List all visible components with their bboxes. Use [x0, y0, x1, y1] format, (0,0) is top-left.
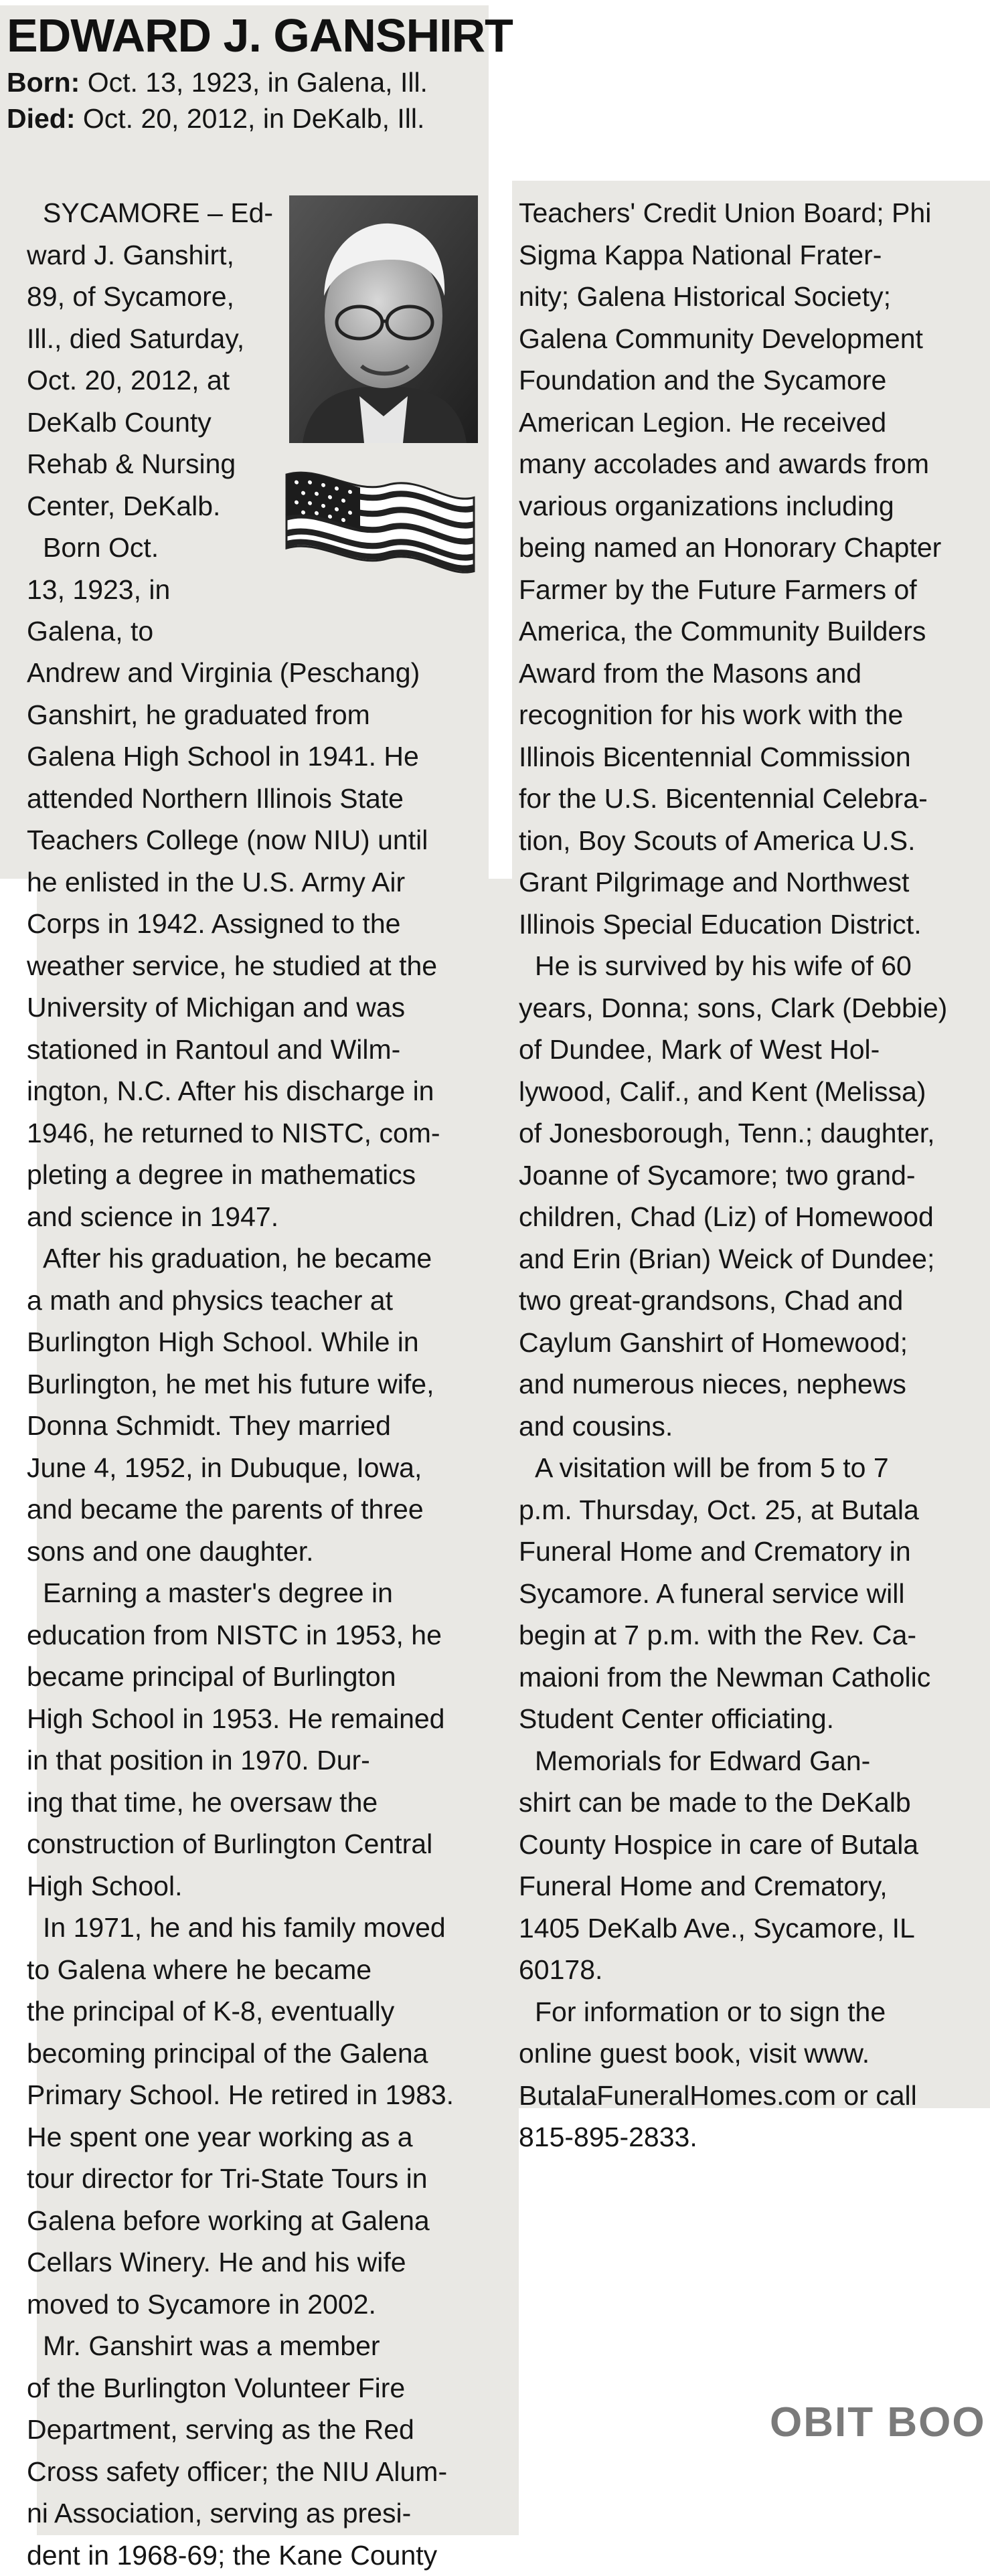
- text-line: Galena before working at Galena: [27, 2200, 454, 2242]
- text-line: ButalaFuneralHomes.com or call: [519, 2075, 947, 2117]
- text-line: ni Association, serving as presi-: [27, 2492, 454, 2535]
- text-line: In 1971, he and his family moved: [27, 1907, 454, 1949]
- text-line: and Erin (Brian) Weick of Dundee;: [519, 1238, 947, 1280]
- text-line: attended Northern Illinois State: [27, 778, 454, 820]
- text-line: 815-895-2833.: [519, 2116, 947, 2158]
- text-line: Rehab & Nursing: [27, 443, 273, 485]
- text-line: June 4, 1952, in Dubuque, Iowa,: [27, 1447, 454, 1489]
- text-line: 60178.: [519, 1949, 947, 1991]
- text-line: High School in 1953. He remained: [27, 1698, 454, 1740]
- text-line: After his graduation, he became: [27, 1237, 454, 1280]
- portrait-photo: [289, 195, 478, 443]
- text-line: University of Michigan and was: [27, 986, 454, 1029]
- text-line: SYCAMORE – Ed-: [27, 192, 273, 234]
- text-line: ing that time, he oversaw the: [27, 1782, 454, 1824]
- text-line: moved to Sycamore in 2002.: [27, 2284, 454, 2326]
- text-line: Mr. Ganshirt was a member: [27, 2325, 454, 2367]
- text-line: in that position in 1970. Dur-: [27, 1739, 454, 1782]
- text-line: Donna Schmidt. They married: [27, 1405, 454, 1447]
- text-line: Teachers' Credit Union Board; Phi: [519, 192, 947, 234]
- text-line: 1946, he returned to NISTC, com-: [27, 1112, 454, 1154]
- text-line: 89, of Sycamore,: [27, 276, 273, 318]
- text-line: Galena High School in 1941. He: [27, 736, 454, 778]
- text-line: High School.: [27, 1865, 454, 1907]
- text-line: begin at 7 p.m. with the Rev. Ca-: [519, 1614, 947, 1656]
- text-line: and became the parents of three: [27, 1488, 454, 1531]
- obituary-column-left: [27, 652, 454, 2576]
- american-flag-icon: [280, 467, 481, 588]
- text-line: pleting a degree in mathematics: [27, 1154, 454, 1196]
- text-line: Galena Community Development: [519, 318, 947, 360]
- died-label: Died:: [7, 103, 76, 134]
- text-line: a math and physics teacher at: [27, 1280, 454, 1322]
- died-line: [7, 100, 482, 137]
- portrait-image: [289, 195, 478, 443]
- text-line: Caylum Ganshirt of Homewood;: [519, 1322, 947, 1364]
- text-line: ward J. Ganshirt,: [27, 234, 273, 276]
- text-line: Cross safety officer; the NIU Alum-: [27, 2451, 454, 2493]
- text-line: Farmer by the Future Farmers of: [519, 569, 947, 611]
- text-line: Earning a master's degree in: [27, 1572, 454, 1614]
- text-line: American Legion. He received: [519, 402, 947, 444]
- text-line: Foundation and the Sycamore: [519, 359, 947, 402]
- text-line: He spent one year working as a: [27, 2116, 454, 2158]
- text-line: sons and one daughter.: [27, 1531, 454, 1573]
- text-line: he enlisted in the U.S. Army Air: [27, 861, 454, 904]
- text-line: ington, N.C. After his discharge in: [27, 1070, 454, 1112]
- decedent-name: EDWARD J. GANSHIRT: [7, 7, 482, 64]
- text-line: two great-grandsons, Chad and: [519, 1280, 947, 1322]
- obituary-column-left-narrow: [27, 192, 273, 653]
- text-line: Sycamore. A funeral service will: [519, 1573, 947, 1615]
- text-line: being named an Honorary Chapter: [519, 527, 947, 569]
- text-line: Ganshirt, he graduated from: [27, 694, 454, 736]
- text-line: the principal of K-8, eventually: [27, 1990, 454, 2033]
- text-line: Corps in 1942. Assigned to the: [27, 903, 454, 945]
- text-line: p.m. Thursday, Oct. 25, at Butala: [519, 1489, 947, 1531]
- text-line: Funeral Home and Crematory in: [519, 1531, 947, 1573]
- text-line: and science in 1947.: [27, 1196, 454, 1238]
- text-line: tour director for Tri-State Tours in: [27, 2158, 454, 2200]
- text-line: and numerous nieces, nephews: [519, 1363, 947, 1405]
- text-line: children, Chad (Liz) of Homewood: [519, 1196, 947, 1238]
- text-line: became principal of Burlington: [27, 1656, 454, 1698]
- text-line: for the U.S. Bicentennial Celebra-: [519, 778, 947, 820]
- text-line: dent in 1968-69; the Kane County: [27, 2535, 454, 2576]
- text-line: Award from the Masons and: [519, 653, 947, 695]
- died-value: Oct. 20, 2012, in DeKalb, Ill.: [76, 103, 425, 134]
- text-line: County Hospice in care of Butala: [519, 1824, 947, 1866]
- born-line: [7, 64, 482, 100]
- text-line: and cousins.: [519, 1405, 947, 1448]
- text-line: Memorials for Edward Gan-: [519, 1740, 947, 1782]
- text-line: tion, Boy Scouts of America U.S.: [519, 820, 947, 862]
- text-line: Student Center officiating.: [519, 1698, 947, 1740]
- text-line: Illinois Special Education District.: [519, 904, 947, 946]
- text-line: Grant Pilgrimage and Northwest: [519, 861, 947, 904]
- born-label: Born:: [7, 67, 80, 98]
- text-line: Teachers College (now NIU) until: [27, 819, 454, 861]
- text-line: online guest book, visit www.: [519, 2033, 947, 2075]
- obituary-column-right: [519, 192, 947, 2158]
- text-line: construction of Burlington Central: [27, 1823, 454, 1865]
- text-line: 1405 DeKalb Ave., Sycamore, IL: [519, 1907, 947, 1950]
- text-line: to Galena where he became: [27, 1949, 454, 1991]
- text-line: Department, serving as the Red: [27, 2409, 454, 2451]
- text-line: of Jonesborough, Tenn.; daughter,: [519, 1112, 947, 1154]
- text-line: Oct. 20, 2012, at: [27, 359, 273, 402]
- text-line: Illinois Bicentennial Commission: [519, 736, 947, 778]
- text-line: Andrew and Virginia (Peschang): [27, 652, 454, 694]
- obituary-header: [7, 7, 482, 137]
- text-line: various organizations including: [519, 485, 947, 527]
- text-line: education from NISTC in 1953, he: [27, 1614, 454, 1656]
- text-line: lywood, Calif., and Kent (Melissa): [519, 1071, 947, 1113]
- text-line: Joanne of Sycamore; two grand-: [519, 1154, 947, 1197]
- text-line: A visitation will be from 5 to 7: [519, 1447, 947, 1489]
- text-line: of Dundee, Mark of West Hol-: [519, 1029, 947, 1071]
- text-line: Primary School. He retired in 1983.: [27, 2074, 454, 2116]
- text-line: nity; Galena Historical Society;: [519, 276, 947, 318]
- text-line: of the Burlington Volunteer Fire: [27, 2367, 454, 2409]
- text-line: Born Oct.: [27, 527, 273, 569]
- obit-book-stamp: OBIT BOO: [770, 2399, 986, 2446]
- text-line: Cellars Winery. He and his wife: [27, 2241, 454, 2284]
- text-line: For information or to sign the: [519, 1991, 947, 2033]
- text-line: becoming principal of the Galena: [27, 2033, 454, 2075]
- text-line: Galena, to: [27, 610, 273, 653]
- text-line: 13, 1923, in: [27, 569, 273, 611]
- text-line: Burlington, he met his future wife,: [27, 1363, 454, 1405]
- text-line: many accolades and awards from: [519, 443, 947, 485]
- text-line: Burlington High School. While in: [27, 1321, 454, 1363]
- text-line: America, the Community Builders: [519, 610, 947, 653]
- text-line: weather service, he studied at the: [27, 945, 454, 987]
- text-line: Funeral Home and Crematory,: [519, 1865, 947, 1907]
- text-line: maioni from the Newman Catholic: [519, 1656, 947, 1699]
- text-line: Ill., died Saturday,: [27, 318, 273, 360]
- text-line: Sigma Kappa National Frater-: [519, 234, 947, 276]
- text-line: He is survived by his wife of 60: [519, 945, 947, 987]
- text-line: recognition for his work with the: [519, 694, 947, 736]
- text-line: shirt can be made to the DeKalb: [519, 1782, 947, 1824]
- text-line: stationed in Rantoul and Wilm-: [27, 1029, 454, 1071]
- born-value: Oct. 13, 1923, in Galena, Ill.: [80, 67, 428, 98]
- text-line: DeKalb County: [27, 402, 273, 444]
- text-line: Center, DeKalb.: [27, 485, 273, 527]
- text-line: years, Donna; sons, Clark (Debbie): [519, 987, 947, 1029]
